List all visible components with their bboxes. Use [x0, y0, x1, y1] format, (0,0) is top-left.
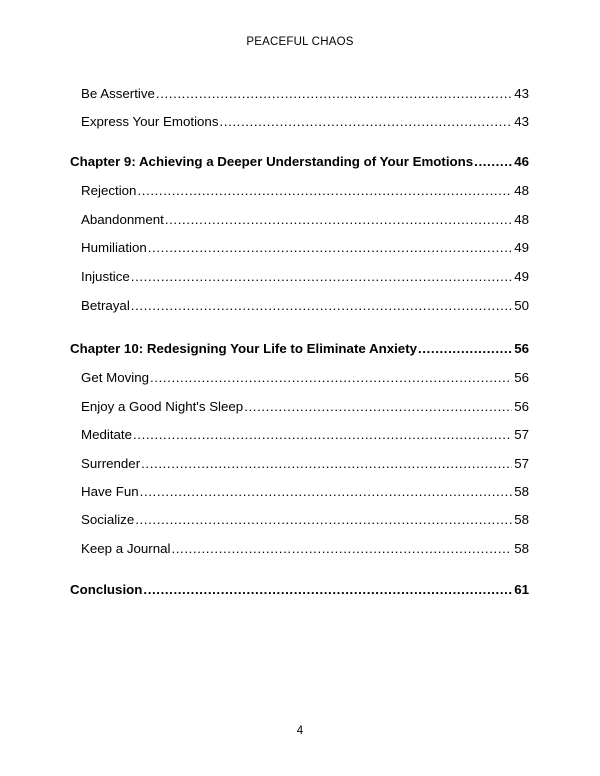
toc-entry-conclusion[interactable] [70, 581, 529, 599]
toc-entry-label: Meditate [81, 427, 132, 442]
dot-leader [219, 113, 512, 131]
toc-entry-label: Express Your Emotions [81, 114, 219, 129]
toc-entry-surrender[interactable] [81, 455, 529, 473]
toc-entry-have-fun[interactable] [81, 483, 529, 501]
toc-page-number: 50 [514, 298, 529, 313]
toc-page-number: 43 [514, 86, 529, 101]
toc-chapter-label: Chapter 9: Achieving a Deeper Understanding of Your Emotions [70, 154, 474, 169]
toc-entry-abandonment[interactable] [81, 211, 529, 229]
dot-leader [143, 581, 512, 599]
dot-leader [171, 540, 512, 558]
toc-page-number: 58 [514, 541, 529, 556]
toc-entry-betrayal[interactable] [81, 297, 529, 315]
dot-leader [131, 268, 512, 286]
toc-page-number: 46 [514, 154, 529, 169]
dot-leader [156, 85, 512, 103]
dot-leader [474, 153, 512, 171]
toc-page-number: 57 [514, 456, 529, 471]
toc-page-number: 57 [514, 427, 529, 442]
dot-leader [141, 455, 512, 473]
toc-entry-label: Humiliation [81, 240, 147, 255]
toc-entry-get-moving[interactable] [81, 369, 529, 387]
dot-leader [137, 182, 512, 200]
toc-entry-express-your-emotions[interactable] [81, 113, 529, 131]
toc-entry-label: Betrayal [81, 298, 130, 313]
toc-page-number: 48 [514, 183, 529, 198]
dot-leader [148, 239, 512, 257]
toc-entry-rejection[interactable] [81, 182, 529, 200]
toc-entry-humiliation[interactable] [81, 239, 529, 257]
toc-entry-chapter-9[interactable] [70, 153, 529, 171]
toc-entry-injustice[interactable] [81, 268, 529, 286]
toc-entry-label: Enjoy a Good Night's Sleep [81, 399, 244, 414]
toc-entry-keep-a-journal[interactable] [81, 540, 529, 558]
dot-leader [150, 369, 512, 387]
toc-entry-meditate[interactable] [81, 426, 529, 444]
toc-entry-label: Get Moving [81, 370, 149, 385]
toc-page-number: 49 [514, 269, 529, 284]
page-number-footer: 4 [296, 725, 304, 737]
toc-page-number: 43 [514, 114, 529, 129]
toc-page-number: 56 [514, 341, 529, 356]
toc-entry-label: Abandonment [81, 212, 164, 227]
dot-leader [135, 511, 512, 529]
toc-page-number: 56 [514, 399, 529, 414]
toc-chapter-label: Conclusion [70, 582, 143, 597]
toc-page-number: 58 [514, 484, 529, 499]
dot-leader [418, 340, 512, 358]
toc-entry-label: Have Fun [81, 484, 139, 499]
toc-entry-label: Surrender [81, 456, 141, 471]
toc-chapter-label: Chapter 10: Redesigning Your Life to Eliminate Anxiety [70, 341, 418, 356]
dot-leader [244, 398, 512, 416]
toc-entry-label: Keep a Journal [81, 541, 171, 556]
dot-leader [131, 297, 512, 315]
toc-entry-be-assertive[interactable] [81, 85, 529, 103]
toc-page-number: 56 [514, 370, 529, 385]
dot-leader [165, 211, 512, 229]
toc-page-number: 58 [514, 512, 529, 527]
toc-entry-chapter-10[interactable] [70, 340, 529, 358]
dot-leader [140, 483, 513, 501]
toc-entry-label: Injustice [81, 269, 130, 284]
toc-entry-enjoy-a-good-nights-sleep[interactable] [81, 398, 529, 416]
toc-entry-label: Rejection [81, 183, 137, 198]
toc-page-number: 61 [514, 582, 529, 597]
running-header: PEACEFUL CHAOS [246, 36, 354, 48]
dot-leader [133, 426, 512, 444]
toc-page-number: 48 [514, 212, 529, 227]
toc-entry-socialize[interactable] [81, 511, 529, 529]
toc-entry-label: Socialize [81, 512, 135, 527]
toc-page-number: 49 [514, 240, 529, 255]
toc-entry-label: Be Assertive [81, 86, 155, 101]
